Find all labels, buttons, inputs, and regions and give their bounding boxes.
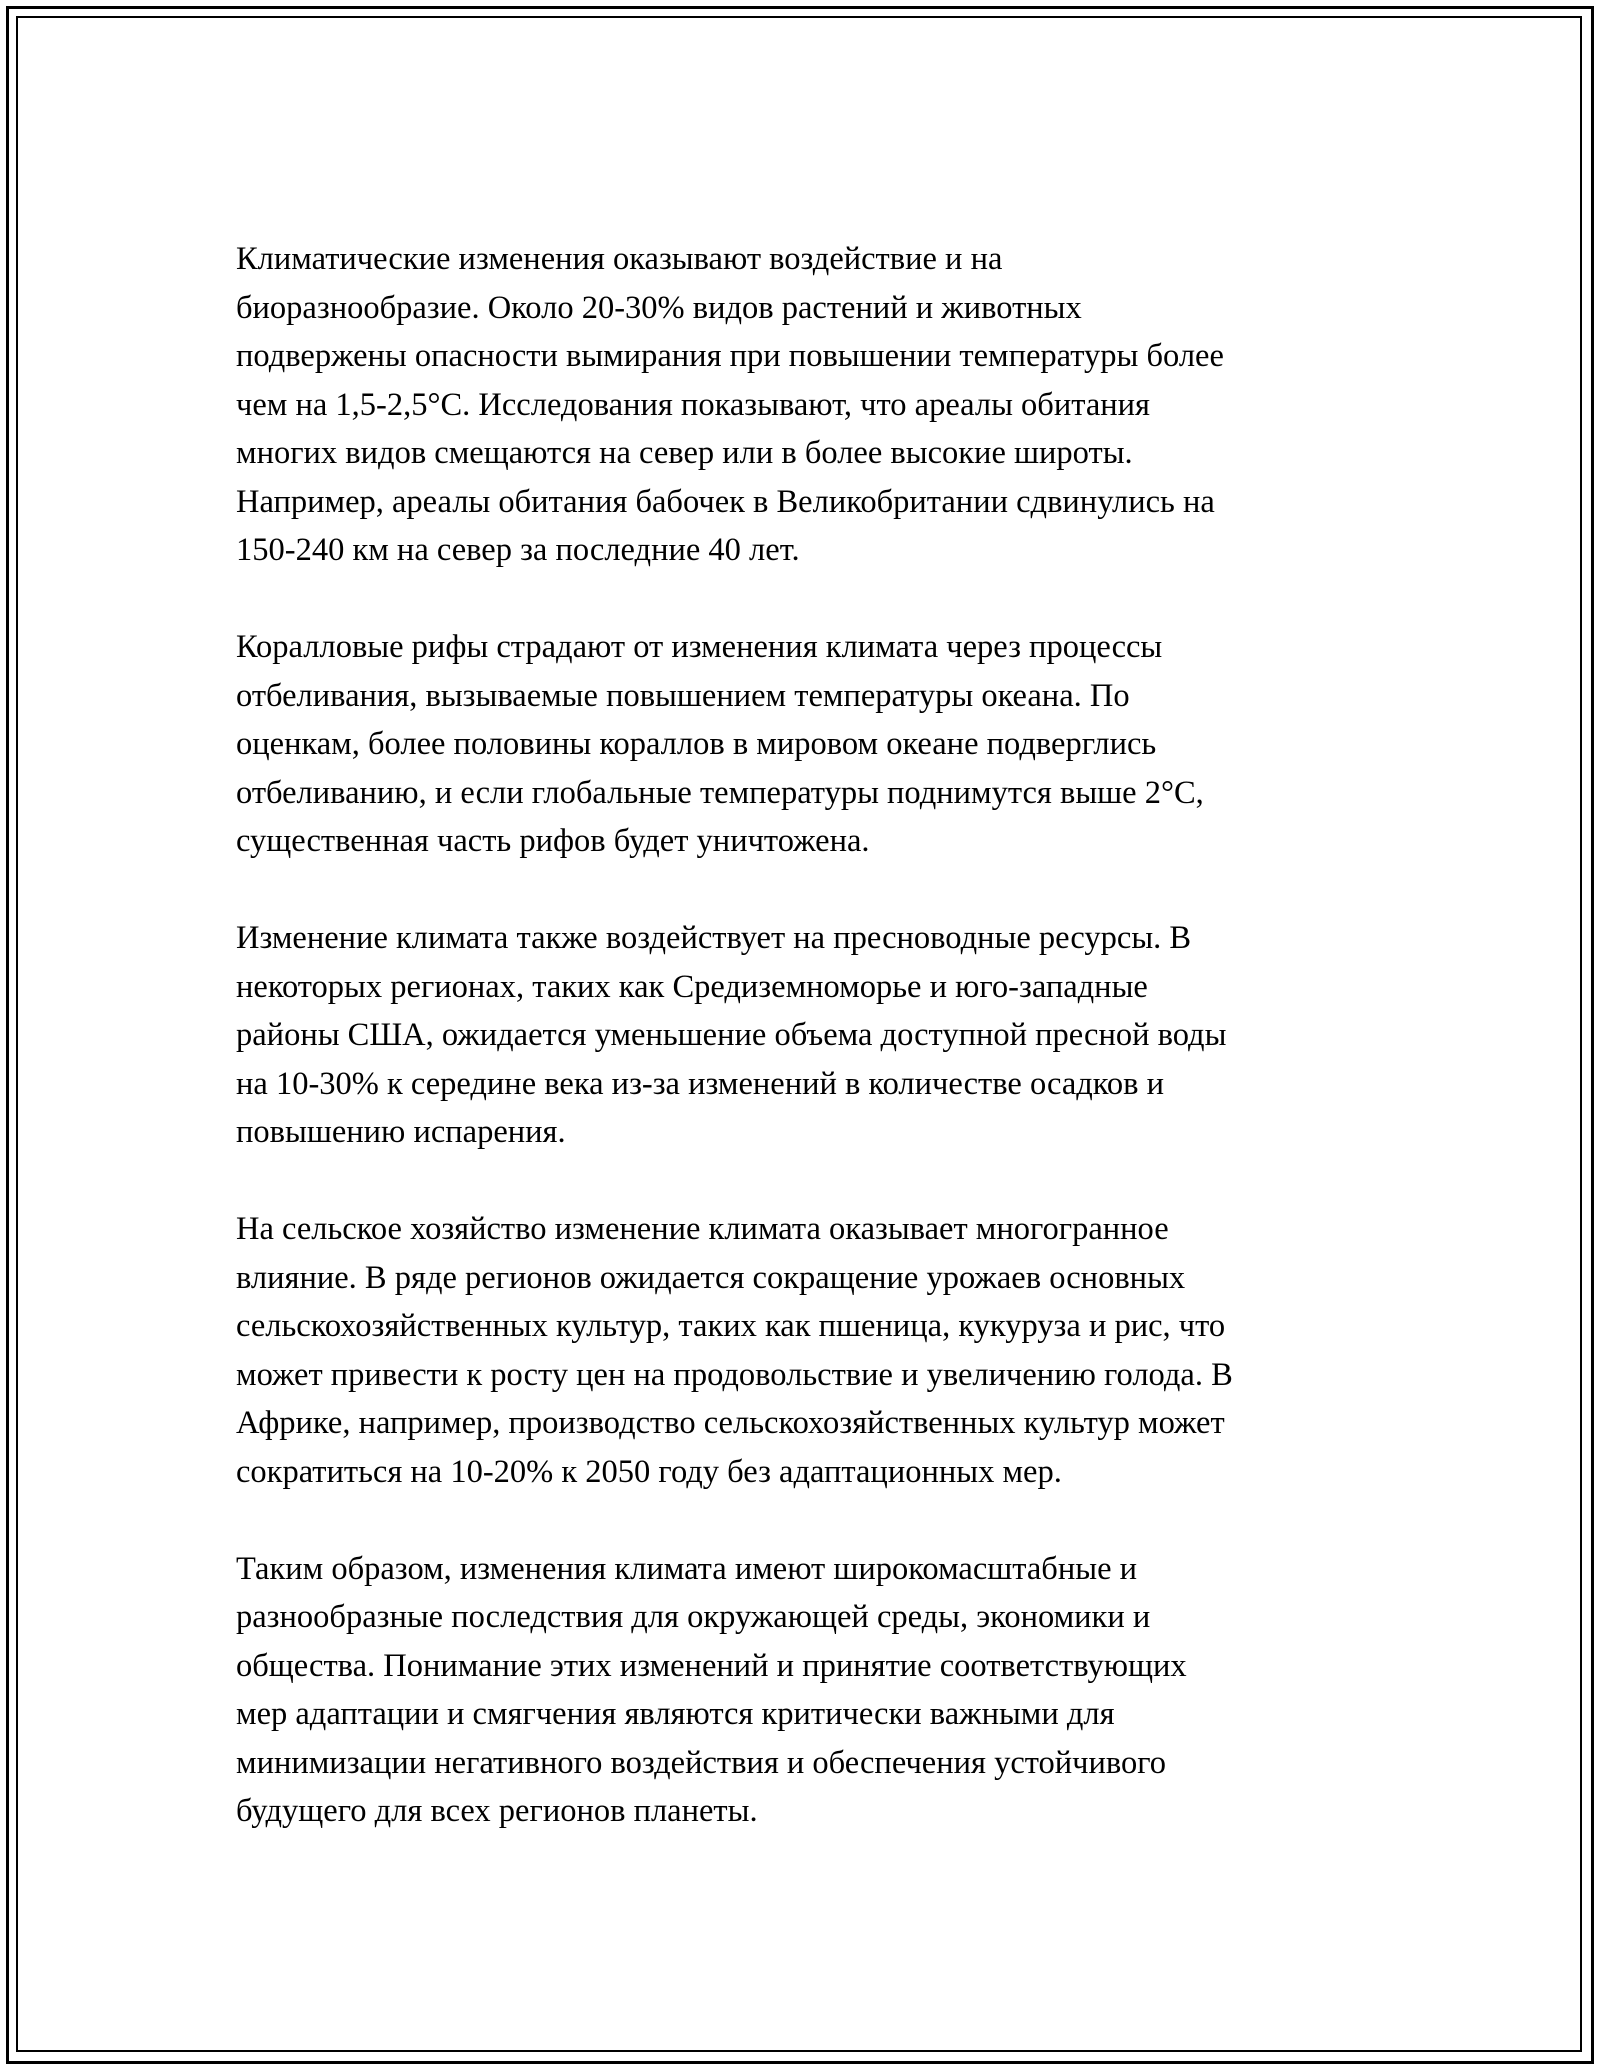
text-line: Климатические изменения оказывают воздействие и на bbox=[236, 241, 1003, 277]
paragraph-biodiversity bbox=[236, 235, 1376, 575]
text-line: биоразнообразие. Около 20-30% видов растений и животных bbox=[236, 289, 1082, 326]
text-line: общества. Понимание этих изменений и принятие соответствующих bbox=[236, 1647, 1187, 1684]
paragraph-agriculture bbox=[236, 1205, 1376, 1496]
text-line: отбеливания, вызываемые повышением температуры океана. По bbox=[236, 677, 1130, 714]
text-line: чем на 1,5-2,5°C. Исследования показывают, что ареалы обитания bbox=[236, 386, 1150, 423]
text-line: повышению испарения. bbox=[236, 1114, 566, 1150]
text-line: влияние. В ряде регионов ожидается сокращение урожаев основных bbox=[236, 1259, 1186, 1296]
paragraph-freshwater bbox=[236, 914, 1376, 1157]
text-line: разнообразные последствия для окружающей среды, экономики и bbox=[236, 1599, 1151, 1635]
text-line: 150-240 км на север за последние 40 лет. bbox=[236, 532, 800, 568]
text-line: Таким образом, изменения климата имеют широкомасштабные и bbox=[236, 1550, 1138, 1587]
text-line: оценкам, более половины кораллов в мировом океане подверглись bbox=[236, 726, 1157, 762]
text-line: минимизации негативного воздействия и обеспечения устойчивого bbox=[236, 1744, 1167, 1781]
text-line: сократиться на 10-20% к 2050 году без адаптационных мер. bbox=[236, 1453, 1062, 1490]
document-body bbox=[236, 235, 1376, 1884]
text-line: сельскохозяйственных культур, таких как пшеница, кукуруза и рис, что bbox=[236, 1308, 1226, 1344]
paragraph-coral-reefs bbox=[236, 623, 1376, 866]
text-line: отбеливанию, и если глобальные температуры поднимутся выше 2°C, bbox=[236, 774, 1204, 811]
text-line: Коралловые рифы страдают от изменения климата через процессы bbox=[236, 629, 1163, 665]
text-line: районы США, ожидается уменьшение объема доступной пресной воды bbox=[236, 1017, 1227, 1053]
text-line: подвержены опасности вымирания при повышении температуры более bbox=[236, 338, 1224, 374]
paragraph-conclusion bbox=[236, 1545, 1376, 1836]
text-line: многих видов смещаются на север или в более высокие широты. bbox=[236, 435, 1133, 471]
text-line: Например, ареалы обитания бабочек в Великобритании сдвинулись на bbox=[236, 483, 1215, 520]
text-line: Африке, например, производство сельскохозяйственных культур может bbox=[236, 1405, 1225, 1441]
text-line: Изменение климата также воздействует на пресноводные ресурсы. В bbox=[236, 920, 1192, 956]
text-line: некоторых регионах, таких как Средиземноморье и юго-западные bbox=[236, 968, 1148, 1005]
text-line: На сельское хозяйство изменение климата оказывает многогранное bbox=[236, 1211, 1169, 1247]
text-line: будущего для всех регионов планеты. bbox=[236, 1793, 758, 1829]
text-line: мер адаптации и смягчения являются критически важными для bbox=[236, 1696, 1115, 1732]
text-line: может привести к росту цен на продовольствие и увеличению голода. В bbox=[236, 1356, 1233, 1393]
text-line: существенная часть рифов будет уничтожена. bbox=[236, 823, 870, 859]
text-line: на 10-30% к середине века из-за изменений в количестве осадков и bbox=[236, 1065, 1165, 1102]
